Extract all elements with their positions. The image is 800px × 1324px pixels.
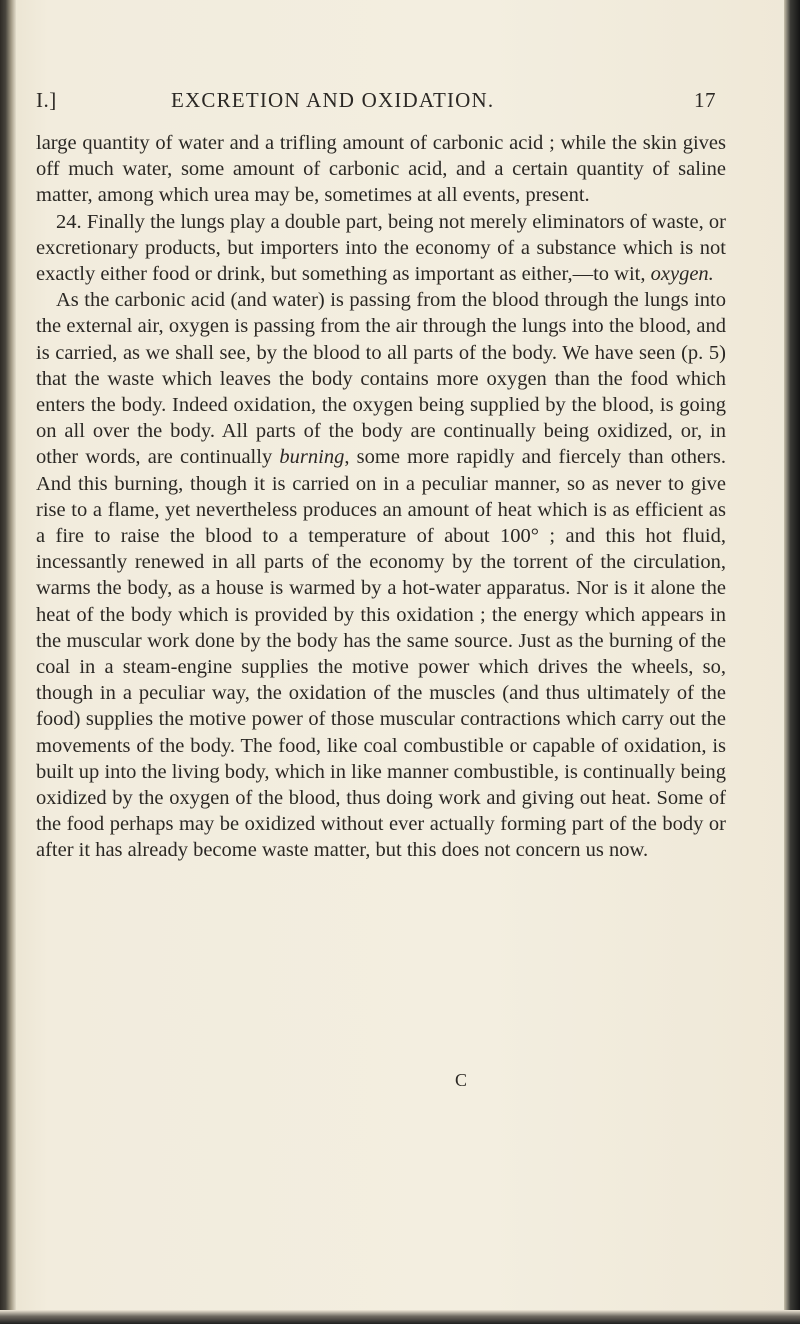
body-text: [36, 130, 726, 864]
page-edge-left: [0, 0, 16, 1324]
paragraph-2-text: 24. Finally the lungs play a double part, being not merely eliminators of waste, or excretionary products, but importers into the economy of a substance which is not exactly either food or drink, but something as important as either,—to wit,: [36, 210, 726, 286]
running-header: [36, 88, 716, 120]
paragraph-3-text-start: As the carbonic acid (and water) is passing from the blood through the lungs into the external air, oxygen is passing from the air through the lungs into the blood, and is carried, as we shall see, by the blood to all parts of the body. We have seen (p. 5) that the waste which leaves the body contains more oxygen than the food which enters the body. Indeed oxidation, the oxygen being supplied by the blood, is going on all over the body. All parts of the body are continually being oxidized, or, in other words, are continually: [36, 289, 726, 469]
italic-burning: burning: [279, 446, 345, 469]
signature-mark: C: [455, 1070, 468, 1090]
paragraph-3: [36, 287, 726, 863]
paragraph-1-text: large quantity of water and a trifling amount of carbonic acid ; while the skin gives off much water, some amount of carbonic acid, and a certain quantity of saline matter, among which urea may be, sometimes at all events, present.: [36, 132, 726, 207]
page-edge-bottom: [0, 1310, 800, 1324]
running-title: EXCRETION AND OXIDATION.: [171, 88, 495, 112]
page-number: 17: [694, 88, 716, 112]
paragraph-3-text-end: , some more rapidly and fiercely than others. And this burning, though it is carried on in a peculiar manner, so as never to give rise to a flame, yet nevertheless produces an amount of heat which is as efficient as a fire to raise the blood to a temperature of about 100° ; and this hot fluid, incessantly renewed in all parts of the economy by the torrent of the circulation, warms the body, as a house is warmed by a hot-water apparatus. Nor is it alone the heat of the body which is provided by this oxidation ; the energy which appears in the muscular work done by the body has the same source. Just as the burning of the coal in a steam-engine supplies the motive power which drives the wheels, so, though in a peculiar way, the oxidation of the muscles (and thus ultimately of the food) supplies the motive power of those muscular contractions which carry out the movements of the body. The food, like coal combustible or capable of oxidation, is built up into the living body, which in like manner combustible, is continually being oxidized by the oxygen of the blood, thus doing work and giving out heat. Some of the food perhaps may be oxidized without ever actually forming part of the body or after it has already become waste matter, but this does not concern us now.: [36, 446, 727, 862]
paragraph-1: [36, 130, 726, 209]
italic-oxygen: oxygen.: [650, 263, 714, 286]
paragraph-2: [36, 209, 726, 288]
chapter-number: I.]: [36, 88, 57, 112]
page-gutter-right: [784, 0, 800, 1324]
